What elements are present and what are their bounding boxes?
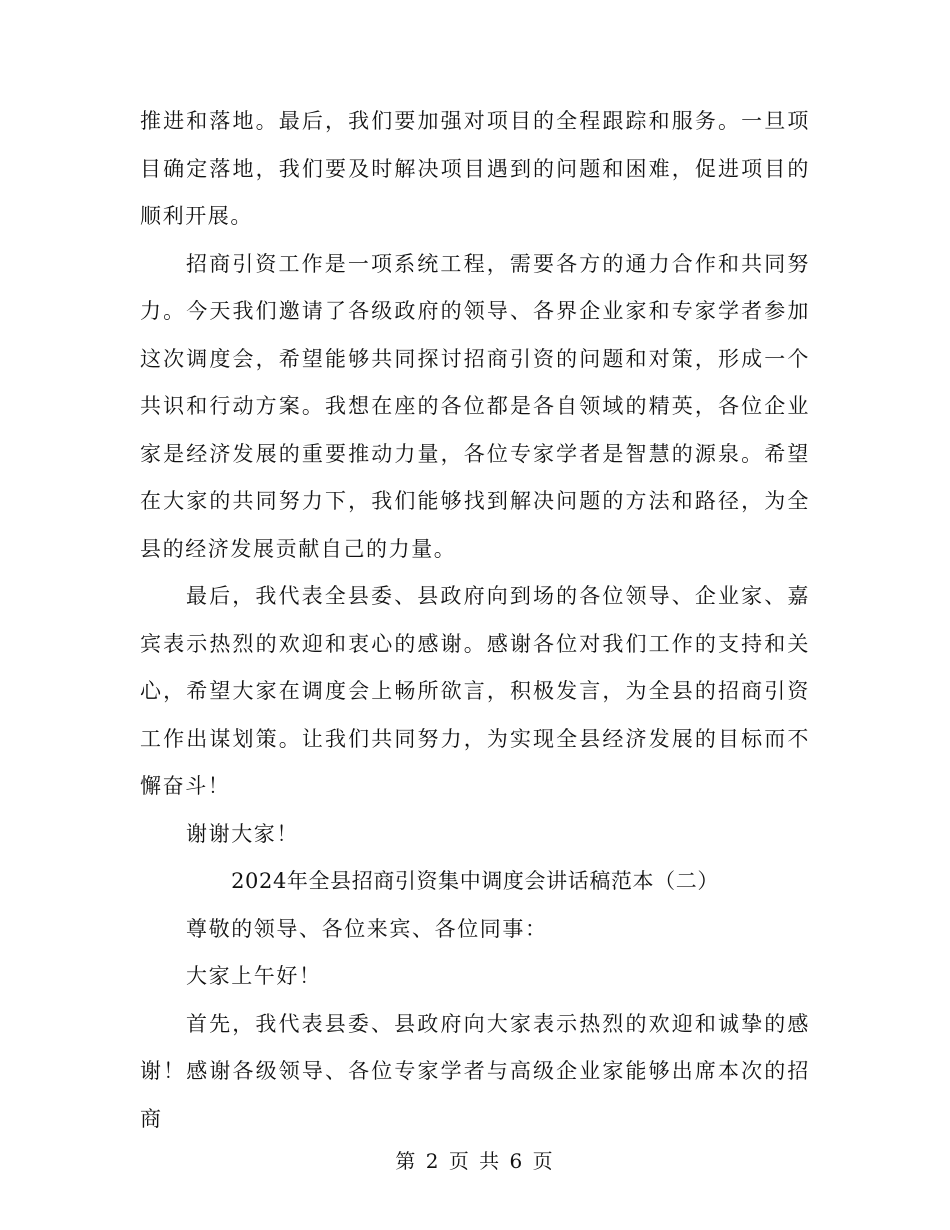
section-title: 2024年全县招商引资集中调度会讲话稿范本（二） [231,869,719,893]
page-number-footer: 第 2 页 共 6 页 [395,1149,555,1173]
salutation-line: 大家上午好！ [186,964,322,988]
paragraph-thanks: 最后，我代表全县委、县政府向到场的各位领导、企业家、嘉宾表示热烈的欢迎和衷心的感谢。感谢各位对我们工作的支持和关心，希望大家在调度会上畅所欲言，积极发言，为全县的招商引资工作出谋划策。让我们共同努力，为实现全县经济发展的目标而不懈奋斗！ [140,584,810,798]
document-body [140,98,810,1143]
paragraph-closing: 谢谢大家！ [186,821,299,846]
paragraph-opening: 首先，我代表县委、县政府向大家表示热烈的欢迎和诚挚的感谢！感谢各级领导、各位专家学者与高级企业家能够出席本次的招商 [140,1011,810,1131]
paragraph-continuation: 推进和落地。最后，我们要加强对项目的全程跟踪和服务。一旦项目确定落地，我们要及时解决项目遇到的问题和困难，促进项目的顺利开展。 [140,109,810,228]
paragraph-system-project: 招商引资工作是一项系统工程，需要各方的通力合作和共同努力。今天我们邀请了各级政府的领导、各界企业家和专家学者参加这次调度会，希望能够共同探讨招商引资的问题和对策，形成一个共识和行动方案。我想在座的各位都是各自领域的精英，各位企业家是经济发展的重要推动力量，各位专家学者是智慧的源泉。希望在大家的共同努力下，我们能够找到解决问题的方法和路径，为全县的经济发展贡献自己的力量。 [140,251,810,561]
greeting-line: 尊敬的领导、各位来宾、各位同事： [186,916,548,941]
